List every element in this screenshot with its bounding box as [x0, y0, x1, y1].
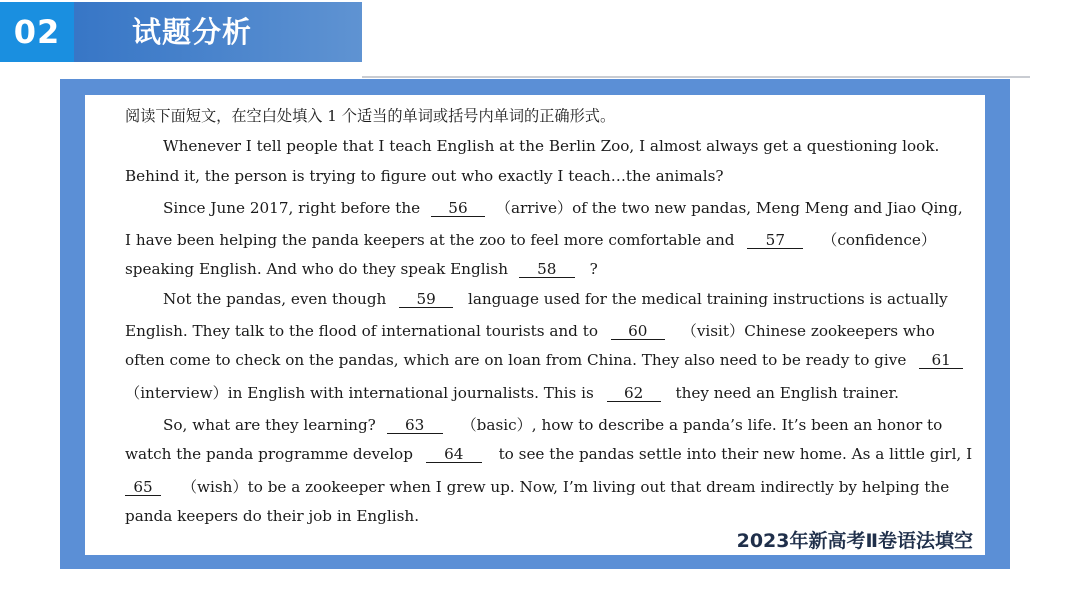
passage-line — [125, 382, 899, 403]
passage-text: （interview）in English with international journalists. This is — [125, 384, 594, 402]
passage-line — [125, 260, 598, 278]
passage-line — [163, 290, 948, 308]
passage-text: speaking English. And who do they speak English — [125, 260, 508, 278]
instruction-text: 阅读下面短文，在空白处填入 1 个适当的单词或括号内单词的正确形式。 — [125, 107, 616, 125]
passage-text: Not the pandas, even though — [163, 290, 387, 308]
passage-text: English. They talk to the flood of international tourists and to — [125, 322, 598, 340]
blank-62: 62 — [607, 385, 661, 402]
passage-line — [125, 229, 936, 250]
passage-line — [125, 320, 935, 341]
passage-line — [125, 476, 949, 497]
blank-59: 59 — [399, 291, 453, 308]
passage-line — [163, 414, 942, 435]
passage-text: （basic）, how to describe a panda’s life. It’s been an honor to — [461, 416, 943, 434]
passage-line: Whenever I tell people that I teach English at the Berlin Zoo, I almost always get a questioning look. — [163, 137, 940, 155]
section-number: 02 — [0, 2, 74, 62]
passage-text: watch the panda programme develop — [125, 445, 413, 463]
passage-line: Behind it, the person is trying to figure out who exactly I teach…the animals? — [125, 167, 724, 185]
passage-text: （arrive）of the two new pandas, Meng Meng and Jiao Qing, — [495, 199, 963, 217]
passage-text: （wish）to be a zookeeper when I grew up. Now, I’m living out that dream indirectly by helping the — [181, 478, 950, 496]
passage-text: often come to check on the pandas, which are on loan from China. They also need to be ready to give — [125, 351, 907, 369]
exam-passage-image — [85, 95, 985, 555]
blank-57: 57 — [747, 232, 803, 249]
blank-63: 63 — [387, 417, 443, 434]
section-title: 试题分析 — [132, 15, 253, 49]
passage-line — [163, 197, 963, 218]
passage-text: ? — [589, 260, 598, 278]
blank-61: 61 — [919, 352, 963, 369]
header-divider — [362, 76, 1030, 78]
blank-64: 64 — [426, 446, 482, 463]
passage-line — [125, 445, 972, 463]
passage-text: （visit）Chinese zookeepers who — [681, 322, 935, 340]
source-caption: 2023年新高考Ⅱ卷语法填空 — [736, 530, 973, 552]
blank-60: 60 — [611, 323, 665, 340]
passage-text: So, what are they learning? — [163, 416, 376, 434]
passage-line: panda keepers do their job in English. — [125, 507, 420, 525]
passage-text: to see the pandas settle into their new home. As a little girl, I — [498, 445, 973, 463]
passage-text: （confidence） — [822, 231, 937, 249]
passage-text: I have been helping the panda keepers at the zoo to feel more comfortable and — [125, 231, 735, 249]
blank-58: 58 — [519, 261, 575, 278]
passage-text: they need an English trainer. — [675, 384, 899, 402]
passage-text: language used for the medical training instructions is actually — [467, 290, 948, 308]
passage-line — [125, 351, 963, 369]
blank-65: 65 — [125, 479, 161, 496]
passage-text: Since June 2017, right before the — [163, 199, 421, 217]
blank-56: 56 — [431, 200, 485, 217]
